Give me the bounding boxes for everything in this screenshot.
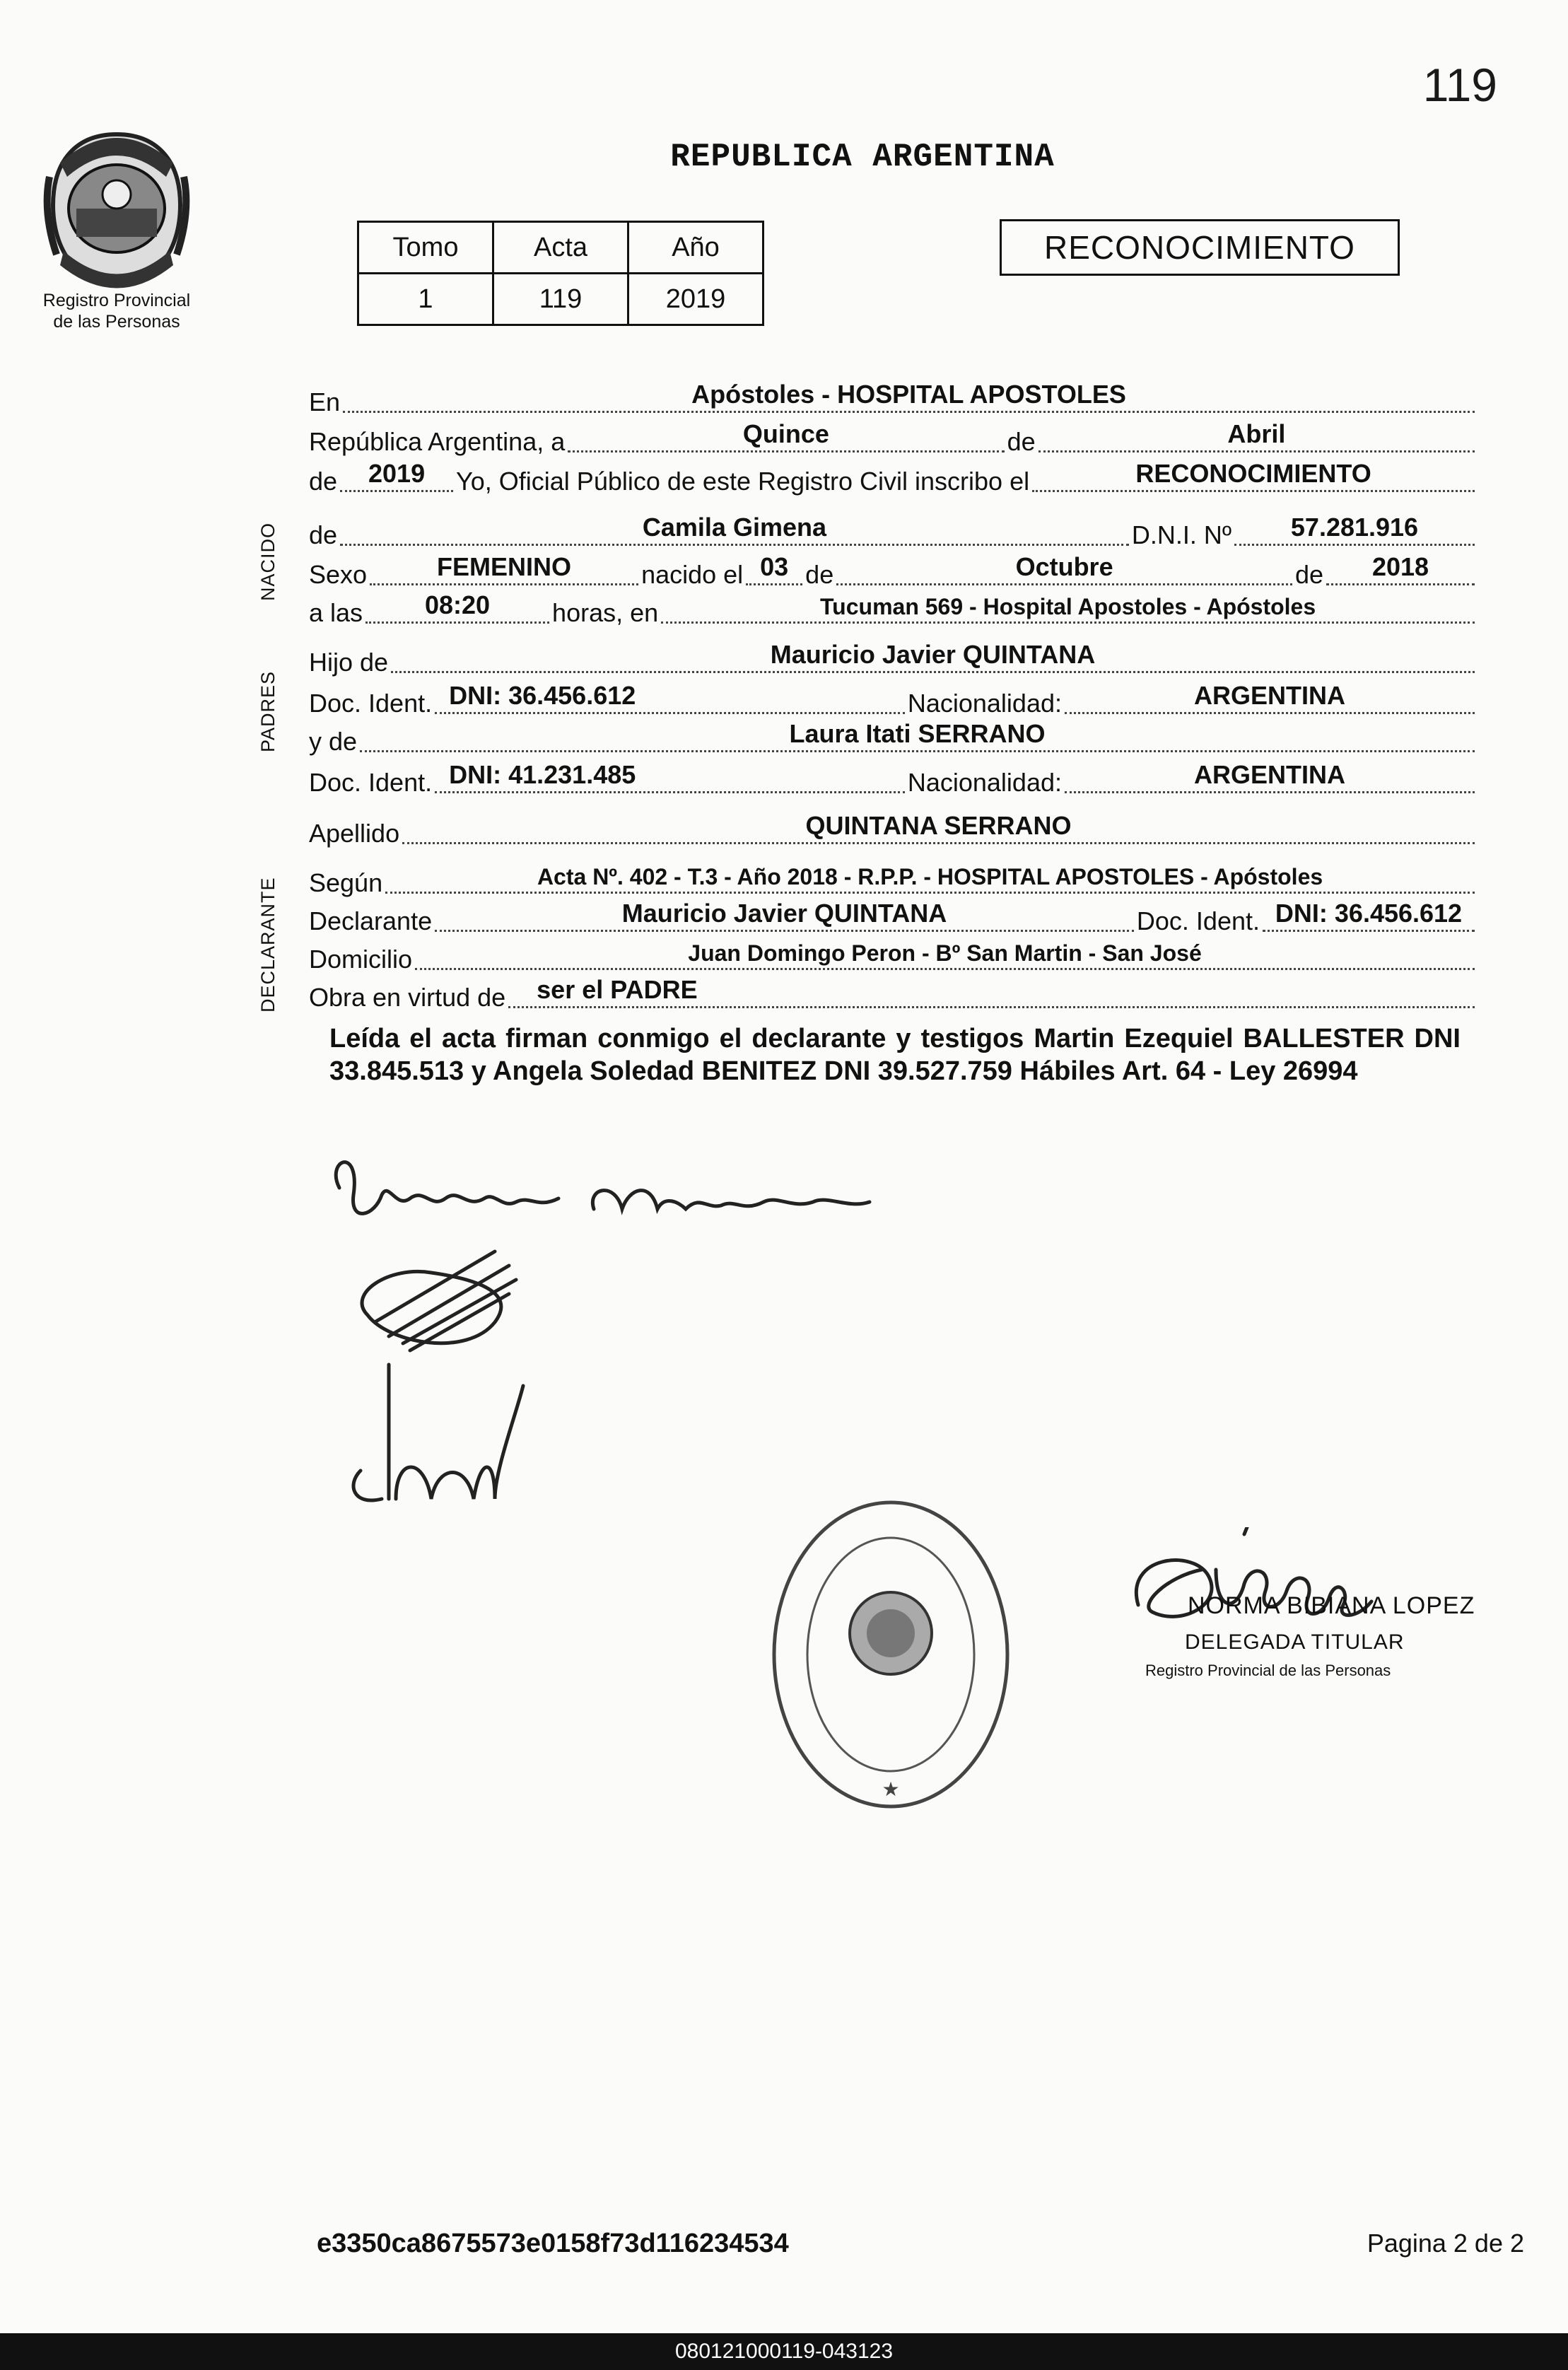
label-nacionalidad: Nacionalidad: (907, 768, 1062, 797)
label-domicilio: Domicilio (309, 945, 413, 974)
volume-header-acta: Acta (493, 222, 628, 274)
field-birth-year: 2018 (1326, 549, 1475, 585)
field-apellido: QUINTANA SERRANO (402, 808, 1475, 844)
field-birth-place: Tucuman 569 - Hospital Apostoles - Apóstoles (661, 588, 1475, 624)
document-hash: e3350ca8675573e0158f73d116234534 (317, 2229, 789, 2258)
row-name (309, 510, 1478, 550)
official-name: NORMA BIBIANA LOPEZ (1188, 1592, 1475, 1619)
label-nacionalidad: Nacionalidad: (907, 689, 1062, 718)
label-doc: Doc. Ident. (309, 768, 433, 797)
registry-stamp (763, 1492, 1018, 1817)
row-sexo (309, 550, 1478, 590)
field-father-name: Mauricio Javier QUINTANA (391, 637, 1475, 673)
official-title: DELEGADA TITULAR (1185, 1630, 1405, 1654)
row-year (309, 457, 1478, 496)
label-alas: a las (309, 598, 363, 627)
row-apellido (309, 809, 1478, 848)
label-yde: y de (309, 727, 358, 756)
label-dni: D.N.I. Nº (1131, 520, 1231, 549)
field-birth-time: 08:20 (365, 588, 549, 624)
label-apellido: Apellido (309, 819, 400, 848)
record-type-box: RECONOCIMIENTO (1000, 219, 1400, 276)
field-inscribo: RECONOCIMIENTO (1032, 456, 1475, 492)
row-mother (309, 717, 1478, 757)
volume-header-tomo: Tomo (358, 222, 493, 274)
row-declarante (309, 897, 1478, 936)
volume-value-acta: 119 (493, 274, 628, 325)
row-alas (309, 588, 1478, 628)
barcode-text: 080121000119-043123 (674, 2340, 894, 2363)
label-sexo: Sexo (309, 560, 368, 589)
country-title: REPUBLICA ARGENTINA (670, 139, 1055, 175)
page-number: 119 (1422, 59, 1497, 111)
row-hijo (309, 638, 1478, 677)
field-mother-name: Laura Itati SERRANO (360, 716, 1475, 752)
field-domicilio: Juan Domingo Peron - Bº San Martin - San José (415, 934, 1475, 970)
field-declarante-doc: DNI: 36.456.612 (1263, 896, 1475, 932)
label-obra: Obra en virtud de (309, 983, 506, 1012)
field-mother-nat: ARGENTINA (1065, 757, 1475, 793)
barcode-strip (0, 2333, 1568, 2370)
label-hijo: Hijo de (309, 648, 389, 677)
volume-table (357, 221, 764, 326)
pagination: Pagina 2 de 2 (1367, 2229, 1524, 2258)
label-republica: República Argentina, a (309, 427, 566, 456)
field-obra: ser el PADRE (508, 972, 1475, 1008)
label-de: de (309, 520, 338, 549)
side-label-padres: PADRES (257, 670, 279, 752)
field-month: Abril (1038, 416, 1475, 453)
field-segun: Acta Nº. 402 - T.3 - Año 2018 - R.P.P. - HOSPITAL APOSTOLES - Apóstoles (385, 858, 1475, 894)
row-republica (309, 417, 1478, 457)
row-mother-doc (309, 758, 1478, 798)
field-mother-doc: DNI: 41.231.485 (435, 757, 905, 793)
field-year: 2019 (340, 456, 453, 492)
registry-caption: Registro Provincial de las Personas (42, 291, 191, 332)
volume-value-ano: 2019 (628, 274, 763, 325)
row-obra (309, 973, 1478, 1012)
field-birth-month: Octubre (836, 549, 1292, 585)
label-segun: Según (309, 868, 383, 897)
closing-paragraph: Leída el acta firman conmigo el declarante y testigos Martin Ezequiel BALLESTER DNI 33.845.513 y Angela Soledad BENITEZ DNI 39.527.759 Hábiles Art. 64 - Ley 26994 (329, 1024, 1461, 1086)
label-doc: Doc. Ident. (309, 689, 433, 718)
field-day: Quince (568, 416, 1004, 453)
side-label-declarante: DECLARANTE (257, 877, 279, 1012)
label-nacido: nacido el (641, 560, 744, 589)
row-segun (309, 858, 1478, 898)
official-registry: Registro Provincial de las Personas (1145, 1662, 1391, 1679)
field-father-doc: DNI: 36.456.612 (435, 678, 905, 714)
volume-value-tomo: 1 (358, 274, 493, 325)
label-yo: Yo, Oficial Público de este Registro Civil inscribo el (456, 467, 1030, 496)
label-en: En (309, 387, 341, 416)
svg-text:★: ★ (882, 1778, 900, 1800)
field-place: Apóstoles - HOSPITAL APOSTOLES (343, 377, 1475, 413)
row-father-doc (309, 679, 1478, 718)
field-dni: 57.281.916 (1234, 510, 1475, 546)
field-father-nat: ARGENTINA (1065, 678, 1475, 714)
label-de: de (309, 467, 338, 496)
volume-header-ano: Año (628, 222, 763, 274)
label-de: de (805, 560, 834, 589)
row-domicilio (309, 935, 1478, 974)
field-declarante: Mauricio Javier QUINTANA (435, 896, 1134, 932)
field-name: Camila Gimena (340, 510, 1129, 546)
field-sexo: FEMENINO (370, 549, 638, 585)
field-birth-day: 03 (746, 549, 802, 585)
label-horas: horas, en (552, 598, 659, 627)
label-de: de (1007, 427, 1036, 456)
label-declarante: Declarante (309, 906, 433, 935)
label-de: de (1294, 560, 1323, 589)
label-doc: Doc. Ident. (1136, 906, 1260, 935)
row-en (309, 378, 1478, 417)
side-label-nacido: NACIDO (257, 522, 279, 601)
